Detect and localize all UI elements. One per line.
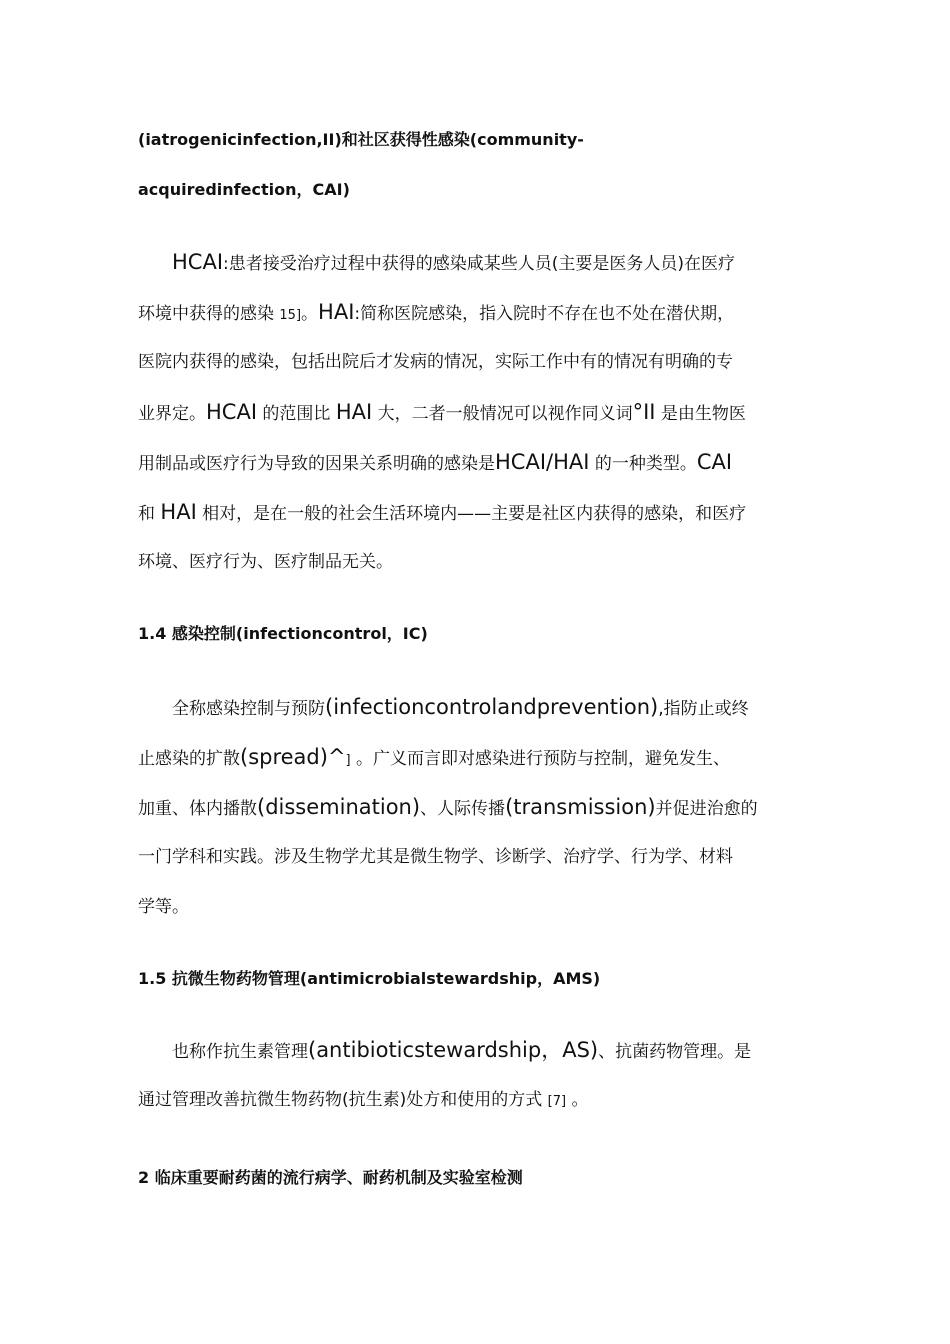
text-run: 全称感染控制与预防	[172, 699, 325, 719]
text-run: 相对，是在一般的社会生活环境内——主要是社区内获得的感染，和医疗	[202, 504, 747, 524]
english-term: (antibioticstewardship，AS)	[308, 1038, 599, 1062]
english-term: (spread)^	[240, 745, 346, 769]
english-term: (transmission)	[505, 795, 656, 819]
paragraph-line: 学等。	[138, 897, 189, 917]
text-run: 通过管理改善抗微生物药物(抗生素)处方和使用的方式	[138, 1090, 543, 1110]
text-run: 。	[571, 1090, 589, 1110]
text-run: 、人际传播	[420, 799, 506, 819]
text-run: 用制品或医疗行为导致的因果关系明确的感染是	[138, 454, 495, 474]
text-line: (iatrogenicinfection,II)和社区获得性感染(community-	[138, 130, 584, 149]
paragraph-line	[138, 450, 820, 476]
paragraph-line	[138, 500, 820, 526]
text-run: ,指防止或终	[658, 699, 749, 719]
citation-ref: ]	[345, 753, 351, 768]
section-heading: 1.5 抗微生物药物管理(antimicrobialstewardship，AMS)	[138, 969, 601, 988]
text-run: 止感染的扩散	[138, 749, 240, 769]
text-run: :简称医院感染，指入院时不存在也不处在潜伏期，	[354, 304, 735, 324]
paragraph-line	[138, 745, 820, 773]
paragraph-line	[138, 400, 820, 426]
text-run: 环境中获得的感染	[138, 304, 274, 324]
text-run: 并促进治愈的	[655, 799, 758, 819]
section-heading: 2 临床重要耐药菌的流行病学、耐药机制及实验室检测	[138, 1168, 523, 1187]
paragraph-line	[172, 1038, 820, 1064]
abbr-text: HAI	[160, 500, 197, 524]
paragraph-line: 医院内获得的感染，包括出院后才发病的情况，实际工作中有的情况有明确的专	[138, 352, 733, 372]
abbr-text: HCAI	[172, 250, 224, 274]
text-run: 是由生物医	[660, 404, 746, 424]
text-line: acquiredinfection，CAI)	[138, 180, 350, 199]
section-heading: 1.4 感染控制(infectioncontrol，IC)	[138, 624, 428, 643]
paragraph-line: 环境、医疗行为、医疗制品无关。	[138, 552, 393, 572]
text-run: 业界定。	[138, 404, 206, 424]
text-run: 加重、体内播散	[138, 799, 257, 819]
text-run: 大，二者一般情况可以视作同义词	[377, 404, 633, 424]
text-run: 的范围比	[262, 404, 331, 424]
text-run: 。广义而言即对感染进行预防与控制，避免发生、	[356, 749, 731, 769]
text-run: 。	[301, 304, 319, 324]
citation-ref: 15]	[279, 308, 302, 323]
abbr-text: CAI	[696, 450, 733, 474]
text-run: 也称作抗生素管理	[172, 1042, 308, 1062]
english-term: (infectioncontrolandprevention)	[325, 695, 659, 719]
paragraph-line: 一门学科和实践。涉及生物学尤其是微生物学、诊断学、治疗学、行为学、材料	[138, 847, 733, 867]
text-run: 和	[138, 504, 155, 524]
abbr-text: HAI	[335, 400, 373, 424]
paragraph-line	[138, 1088, 820, 1114]
paragraph-line	[172, 250, 820, 276]
english-term: (dissemination)	[257, 795, 421, 819]
citation-ref: [7]	[547, 1094, 567, 1109]
paragraph-line	[138, 300, 820, 328]
abbr-text: HAI	[318, 300, 355, 324]
abbr-text: HCAI	[206, 400, 258, 424]
abbr-text: °II	[632, 400, 656, 424]
text-run: 、抗菌药物管理。是	[598, 1042, 752, 1062]
text-run: 的一种类型。	[594, 454, 697, 474]
paragraph-line	[138, 795, 820, 821]
text-run: :患者接受治疗过程中获得的感染咸某些人员(主要是医务人员)在医疗	[223, 254, 736, 274]
abbr-text: HCAI/HAI	[495, 450, 590, 474]
paragraph-line	[172, 695, 820, 721]
